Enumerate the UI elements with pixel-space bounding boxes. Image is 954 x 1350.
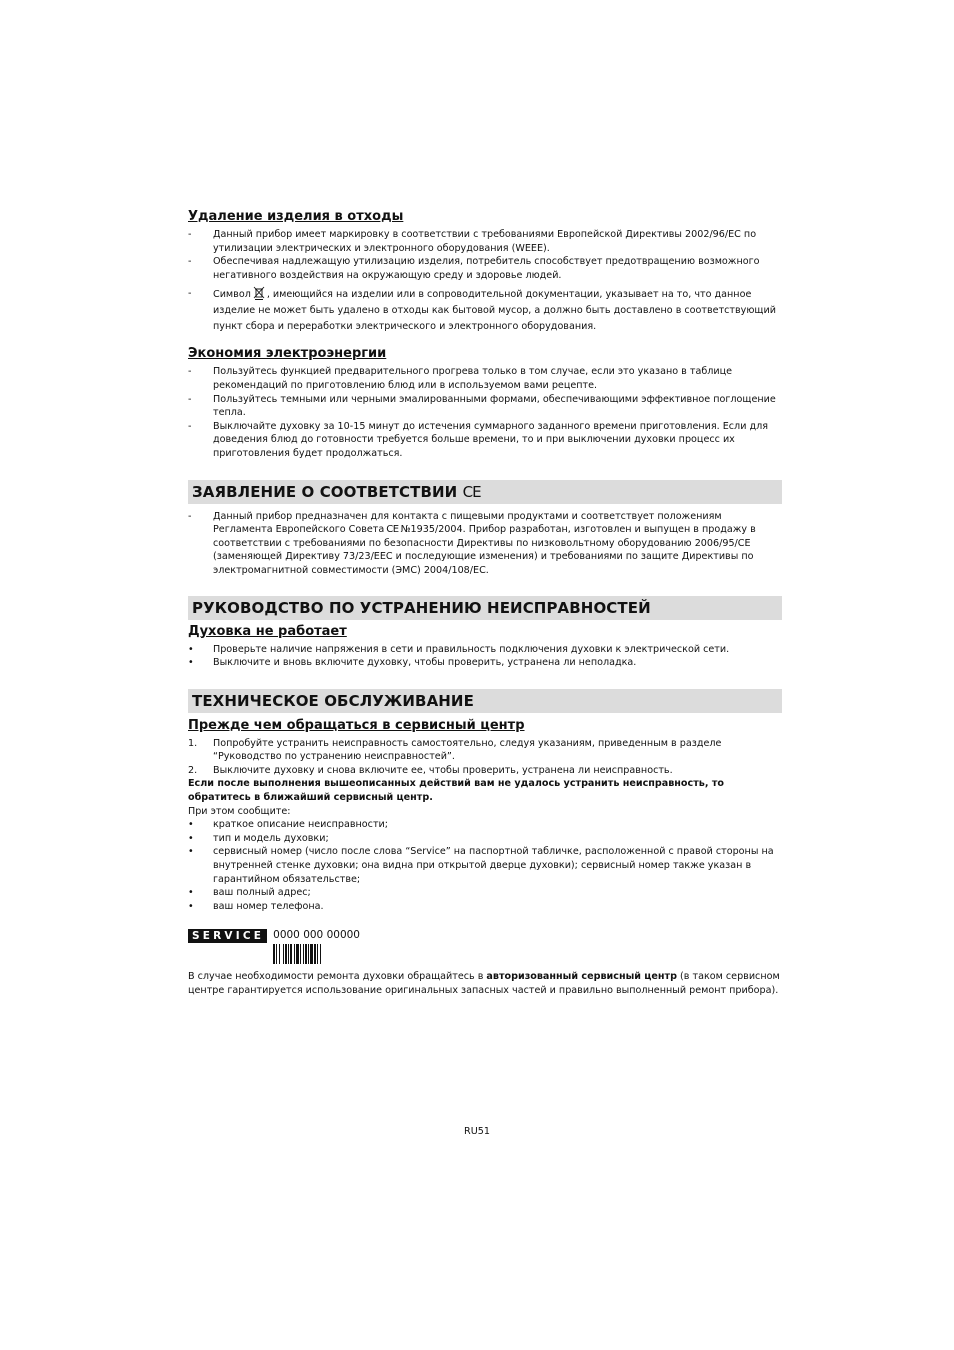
list-item: • тип и модель духовки;: [188, 832, 329, 844]
before-service-heading: Прежде чем обращаться в сервисный центр: [188, 717, 525, 733]
list-item: - Выключайте духовку за 10-15 минут до истечения суммарного заданного времени приготовления. Если для доведения блюд до готовности требуется больше времени, то и при выключении духовки процесс их приготовления будет продолжаться.: [188, 420, 769, 459]
disposal-list: [188, 228, 782, 335]
troubleshooting-heading: РУКОВОДСТВО ПО УСТРАНЕНИЮ НЕИСПРАВНОСТЕЙ: [188, 596, 782, 620]
conformity-heading: ЗАЯВЛЕНИЕ О СООТВЕТСТВИИ CE: [188, 480, 782, 504]
service-note: Если после выполнения вышеописанных действий вам не удалось устранить неисправность, то обратитесь в ближайший сервисный центр.: [188, 778, 724, 804]
list-item: • Выключите и вновь включите духовку, чтобы проверить, устранена ли неполадка.: [188, 657, 637, 669]
ce-mark-icon: CE: [462, 482, 481, 501]
service-plate: [188, 929, 782, 968]
report-list: [188, 818, 782, 913]
energy-heading: Экономия электроэнергии: [188, 346, 387, 362]
list-item: - Символ , имеющийся на изделии или в сопроводительной документации, указывает на то, что данное изделие не может быть удалено в отходы как бытовой мусор, а должно быть доставлено в соответствующий пункт сбора и переработки электрического и электронного оборудования.: [188, 288, 776, 333]
list-item: • ваш полный адрес;: [188, 887, 311, 899]
list-item: 2. Выключите духовку и снова включите ее, чтобы проверить, устранена ли неисправность.: [188, 764, 673, 776]
ce-mark-icon: CE: [386, 524, 399, 536]
list-item: • сервисный номер (число после слова “Service” на паспортной табличке, расположенной с правой стороны на внутренней стенке духовки; она видна при открытой дверце духовки); сервисный номер также указан в гарантийном обязательстве;: [188, 846, 774, 885]
page-number: RU51: [464, 1126, 490, 1137]
closing-text: В случае необходимости ремонта духовки обращайтесь в авторизованный сервисный центр (в таком сервисном центре гарантируется использование оригинальных запасных частей и правильно выполненный ремонт прибора).: [188, 971, 780, 996]
page-content: [188, 208, 782, 998]
list-item: • краткое описание неисправности;: [188, 819, 389, 831]
list-item: • Проверьте наличие напряжения в сети и правильность подключения духовки к электрической сети.: [188, 643, 730, 655]
maintenance-steps: [188, 737, 782, 778]
list-item: - Пользуйтесь темными или черными эмалированными формами, обеспечивающими эффективное поглощение тепла.: [188, 393, 776, 419]
list-item: - Данный прибор предназначен для контакта с пищевыми продуктами и соответствует положениям Регламента Европейского Совета CE №1935/2004. Прибор разработан, изготовлен и выпущен в продажу в соответствии с требованиями по безопасности Директивы по низковольтному оборудованию 2006/95/CE (заменяющей Директиву 73/23/EEC и последующие изменения) и требованиями по защите Директивы по электромагнитной совместимости (ЭМС) 2004/108/EC.: [188, 510, 756, 576]
barcode-icon: [273, 944, 359, 964]
service-number: 0000 000 00000: [273, 929, 360, 942]
conformity-list: [188, 510, 782, 578]
report-intro: При этом сообщите:: [188, 805, 291, 817]
crossed-bin-icon: [253, 286, 265, 300]
list-item: - Обеспечивая надлежащую утилизацию изделия, потребитель способствует предотвращению возможного негативного воздействия на окружающую среду и здоровье людей.: [188, 256, 760, 281]
list-item: • ваш номер телефона.: [188, 900, 324, 912]
service-label: SERVICE: [188, 929, 267, 943]
oven-not-working-heading: Духовка не работает: [188, 623, 347, 639]
energy-list: [188, 365, 782, 460]
list-item: - Пользуйтесь функцией предварительного прогрева только в том случае, если это указано в таблице рекомендаций по приготовлению блюд или в используемом вами рецепте.: [188, 366, 733, 391]
troubleshooting-list: [188, 643, 782, 670]
list-item: - Данный прибор имеет маркировку в соответствии с требованиями Европейской Директивы 2002/96/ЕС по утилизации электрических и электронного оборудования (WEEE).: [188, 229, 757, 254]
disposal-heading: Удаление изделия в отходы: [188, 209, 404, 224]
list-item: 1. Попробуйте устранить неисправность самостоятельно, следуя указаниям, приведенным в разделе “Руководство по устранению неисправностей”.: [188, 737, 722, 763]
maintenance-heading: ТЕХНИЧЕСКОЕ ОБСЛУЖИВАНИЕ: [188, 689, 782, 713]
